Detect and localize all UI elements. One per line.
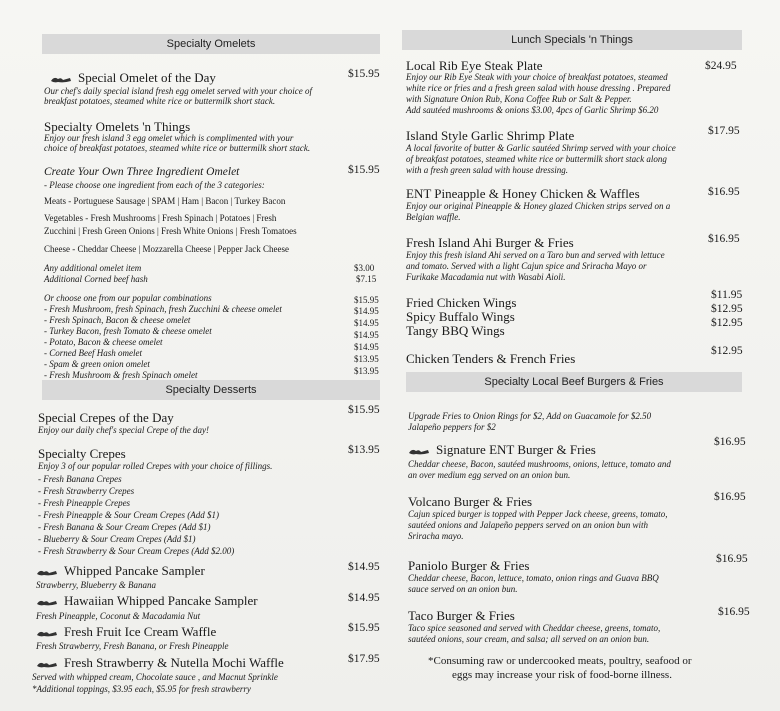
special-omelet-price: $15.95 bbox=[348, 68, 380, 80]
combo-price: $13.95 bbox=[354, 366, 379, 376]
lunch-specials-header: Lunch Specials 'n Things bbox=[402, 30, 742, 50]
paniolo-burger-price: $16.95 bbox=[716, 553, 748, 565]
pancake-sampler-title bbox=[36, 563, 205, 579]
ribeye-desc-1: Enjoy our Rib Eye Steak with your choice of breakfast potatoes, steamed bbox=[406, 72, 668, 82]
garlic-shrimp-desc-3: with a fresh green salad with house dressing. bbox=[406, 165, 568, 175]
signature-burger-price: $16.95 bbox=[714, 436, 746, 448]
crepe-option: - Blueberry & Sour Cream Crepes (Add $1) bbox=[38, 534, 196, 544]
ahi-burger-title: Fresh Island Ahi Burger & Fries bbox=[406, 235, 574, 250]
crepes-day-price: $15.95 bbox=[348, 404, 380, 416]
wings-price: $11.95 bbox=[711, 289, 743, 301]
crepe-option: - Fresh Banana Crepes bbox=[38, 474, 122, 484]
create-own-desc: - Please choose one ingredient from each of the 3 categories: bbox=[44, 180, 265, 190]
taco-burger-price: $16.95 bbox=[718, 606, 750, 618]
combo-price: $14.95 bbox=[354, 318, 379, 328]
hawaiian-sampler-price: $14.95 bbox=[348, 592, 380, 604]
chicken-tenders-price: $12.95 bbox=[711, 345, 743, 357]
mochi-waffle-title bbox=[36, 655, 284, 671]
signature-burger-desc-1: Cheddar cheese, Bacon, sautéed mushrooms, onions, lettuce, tomato and bbox=[408, 459, 671, 469]
fruit-waffle-price: $15.95 bbox=[348, 622, 380, 634]
chef-stamp-icon bbox=[36, 660, 58, 669]
mochi-waffle-price: $17.95 bbox=[348, 653, 380, 665]
wings-item: Spicy Buffalo Wings bbox=[406, 309, 515, 324]
crepes-day-title: Special Crepes of the Day bbox=[38, 410, 174, 425]
special-omelet-label: Special Omelet of the Day bbox=[78, 70, 216, 85]
fruit-waffle-desc: Fresh Strawberry, Fresh Banana, or Fresh Pineapple bbox=[36, 641, 229, 651]
combo-item: - Spam & green onion omelet bbox=[44, 359, 150, 369]
garlic-shrimp-price: $17.95 bbox=[708, 125, 740, 137]
omelets-things-desc-2: choice of breakfast potatoes, steamed white rice or buttermilk short stack. bbox=[44, 143, 311, 153]
extra-price-2: $7.15 bbox=[356, 274, 377, 284]
vegetables-line-2: Zucchini | Fresh Green Onions | Fresh White Onions | Fresh Tomatoes bbox=[44, 226, 297, 236]
mochi-waffle-desc-2: *Additional toppings, $3.95 each, $5.95 for fresh strawberry bbox=[32, 684, 251, 694]
signature-burger-desc-2: an over medium egg served on an onion bun. bbox=[408, 470, 571, 480]
chef-stamp-icon bbox=[36, 598, 58, 607]
mochi-waffle-desc-1: Served with whipped cream, Chocolate sauce , and Macnut Sprinkle bbox=[32, 672, 278, 682]
meats-line: Meats - Portuguese Sausage | SPAM | Ham | Bacon | Turkey Bacon bbox=[44, 196, 286, 206]
chicken-waffles-price: $16.95 bbox=[708, 186, 740, 198]
paniolo-burger-desc-1: Cheddar cheese, Bacon, lettuce, tomato, onion rings and Guava BBQ bbox=[408, 573, 659, 583]
specialty-crepes-desc: Enjoy 3 of our popular rolled Crepes with your choice of fillings. bbox=[38, 461, 273, 471]
cheese-line: Cheese - Cheddar Cheese | Mozzarella Cheese | Pepper Jack Cheese bbox=[44, 244, 290, 254]
chef-stamp-icon bbox=[50, 75, 72, 84]
crepe-option: - Fresh Banana & Sour Cream Crepes (Add $1) bbox=[38, 522, 211, 532]
ribeye-price: $24.95 bbox=[705, 60, 737, 72]
combo-price: $14.95 bbox=[354, 306, 379, 316]
ahi-burger-desc-1: Enjoy this fresh island Ahi served on a Taro bun and served with lettuce bbox=[406, 250, 665, 260]
ahi-burger-desc-2: and tomato. Served with a light Cajun spice and Sriracha Mayo or bbox=[406, 261, 647, 271]
garlic-shrimp-title: Island Style Garlic Shrimp Plate bbox=[406, 128, 575, 143]
ahi-burger-price: $16.95 bbox=[708, 233, 740, 245]
hawaiian-sampler-desc: Fresh Pineapple, Coconut & Macadamia Nut bbox=[36, 611, 201, 621]
pancake-sampler-desc: Strawberry, Blueberry & Banana bbox=[36, 580, 156, 590]
volcano-burger-title: Volcano Burger & Fries bbox=[408, 494, 533, 509]
combo-item: - Corned Beef Hash omelet bbox=[44, 348, 142, 358]
specialty-crepes-price: $13.95 bbox=[348, 444, 380, 456]
chef-stamp-icon bbox=[408, 447, 430, 456]
chicken-waffles-title: ENT Pineapple & Honey Chicken & Waffles bbox=[406, 186, 640, 201]
combo-item: - Fresh Mushroom, fresh Spinach, fresh Zucchini & cheese omelet bbox=[44, 304, 282, 314]
extra-price-1: $3.00 bbox=[354, 263, 375, 273]
raw-food-warning-1: *Consuming raw or undercooked meats, poultry, seafood or bbox=[428, 655, 692, 667]
wings-price: $12.95 bbox=[711, 303, 743, 315]
combo-item: - Potato, Bacon & cheese omelet bbox=[44, 337, 163, 347]
pancake-sampler-price: $14.95 bbox=[348, 561, 380, 573]
special-omelet-desc-2: breakfast potatoes, steamed white rice or buttermilk short stack. bbox=[44, 96, 276, 106]
hawaiian-sampler-title bbox=[36, 593, 258, 609]
raw-food-warning-2: eggs may increase your risk of food-borne illness. bbox=[452, 669, 672, 681]
special-omelet-desc-1: Our chef's daily special island fresh egg omelet served with your choice of bbox=[44, 86, 313, 96]
ribeye-title: Local Rib Eye Steak Plate bbox=[406, 58, 543, 73]
volcano-burger-desc-2: sautéed onions and Jalapeño peppers served on an onion bun with bbox=[408, 520, 648, 530]
ribeye-desc-2: white rice or fries and a fresh green salad with house dressing . Prepared bbox=[406, 83, 671, 93]
volcano-burger-desc-3: Sriracha mayo. bbox=[408, 531, 464, 541]
specialty-desserts-header: Specialty Desserts bbox=[42, 380, 380, 400]
wings-item: Tangy BBQ Wings bbox=[406, 323, 505, 338]
paniolo-burger-desc-2: sauce served on an onion bun. bbox=[408, 584, 518, 594]
combo-item: - Turkey Bacon, fresh Tomato & cheese omelet bbox=[44, 326, 212, 336]
volcano-burger-desc-1: Cajun spiced burger is topped with Pepper Jack cheese, greens, tomato, bbox=[408, 509, 668, 519]
combo-item: - Fresh Spinach, Bacon & cheese omelet bbox=[44, 315, 191, 325]
wings-item: Fried Chicken Wings bbox=[406, 295, 517, 310]
combos-intro: Or choose one from our popular combinations bbox=[44, 293, 212, 303]
chicken-waffles-desc-1: Enjoy our original Pineapple & Honey glazed Chicken strips served on a bbox=[406, 201, 671, 211]
signature-burger-label: Signature ENT Burger & Fries bbox=[436, 442, 596, 457]
specialty-crepes-title: Specialty Crepes bbox=[38, 446, 126, 461]
special-omelet-title bbox=[50, 70, 216, 86]
garlic-shrimp-desc-2: of breakfast potatoes, steamed white rice or buttermilk short stack along bbox=[406, 154, 667, 164]
specialty-burgers-header: Specialty Local Beef Burgers & Fries bbox=[406, 372, 742, 392]
hawaiian-sampler-label: Hawaiian Whipped Pancake Sampler bbox=[64, 593, 258, 608]
crepe-option: - Fresh Strawberry & Sour Cream Crepes (Add $2.00) bbox=[38, 546, 235, 556]
volcano-burger-price: $16.95 bbox=[714, 491, 746, 503]
chicken-waffles-desc-2: Belgian waffle. bbox=[406, 212, 461, 222]
create-own-title: Create Your Own Three Ingredient Omelet bbox=[44, 166, 240, 178]
taco-burger-desc-1: Taco spice seasoned and served with Cheddar cheese, greens, tomato, bbox=[408, 623, 661, 633]
garlic-shrimp-desc-1: A local favorite of butter & Garlic sautéed Shrimp served with your choice bbox=[406, 143, 676, 153]
combo-price: $14.95 bbox=[354, 342, 379, 352]
ribeye-desc-3: with Signature Onion Rub, Kona Coffee Rub or Salt & Pepper. bbox=[406, 94, 632, 104]
vegetables-line-1: Vegetables - Fresh Mushrooms | Fresh Spinach | Potatoes | Fresh bbox=[44, 213, 277, 223]
signature-burger-title bbox=[408, 442, 596, 458]
fruit-waffle-label: Fresh Fruit Ice Cream Waffle bbox=[64, 624, 217, 639]
extra-item-2: Additional Corned beef hash bbox=[44, 274, 148, 284]
ahi-burger-desc-3: Furikake Macadamia nut with Wasabi Aioli. bbox=[406, 272, 566, 282]
specialty-omelets-header: Specialty Omelets bbox=[42, 34, 380, 54]
combo-price: $15.95 bbox=[354, 295, 379, 305]
combo-item: - Fresh Mushroom & fresh Spinach omelet bbox=[44, 370, 198, 380]
pancake-sampler-label: Whipped Pancake Sampler bbox=[64, 563, 205, 578]
combo-price: $14.95 bbox=[354, 330, 379, 340]
crepes-day-desc: Enjoy our daily chef's special Crepe of the day! bbox=[38, 425, 210, 435]
extra-item-1: Any additional omelet item bbox=[44, 263, 142, 273]
crepe-option: - Fresh Pineapple Crepes bbox=[38, 498, 131, 508]
taco-burger-desc-2: sautéed onions, sour cream, and salsa; all served on an onion bun. bbox=[408, 634, 650, 644]
combo-price: $13.95 bbox=[354, 354, 379, 364]
chicken-tenders-title: Chicken Tenders & French Fries bbox=[406, 351, 576, 366]
wings-price: $12.95 bbox=[711, 317, 743, 329]
chef-stamp-icon bbox=[36, 629, 58, 638]
chef-stamp-icon bbox=[36, 568, 58, 577]
paniolo-burger-title: Paniolo Burger & Fries bbox=[408, 558, 530, 573]
omelets-things-title: Specialty Omelets 'n Things bbox=[44, 119, 191, 134]
taco-burger-title: Taco Burger & Fries bbox=[408, 608, 515, 623]
omelets-things-desc-1: Enjoy our fresh island 3 egg omelet which is complimented with your bbox=[44, 133, 294, 143]
fruit-waffle-title bbox=[36, 624, 216, 640]
ribeye-desc-4: Add sautéed mushrooms & onions $3.00, 4pcs of Garlic Shrimp $6.20 bbox=[406, 105, 659, 115]
upgrade-note-1: Upgrade Fries to Onion Rings for $2, Add on Guacamole for $2.50 bbox=[408, 411, 652, 421]
upgrade-note-2: Jalapeño peppers for $2 bbox=[408, 422, 496, 432]
mochi-waffle-label: Fresh Strawberry & Nutella Mochi Waffle bbox=[64, 655, 284, 670]
create-own-price: $15.95 bbox=[348, 164, 380, 176]
crepe-option: - Fresh Pineapple & Sour Cream Crepes (Add $1) bbox=[38, 510, 219, 520]
crepe-option: - Fresh Strawberry Crepes bbox=[38, 486, 135, 496]
